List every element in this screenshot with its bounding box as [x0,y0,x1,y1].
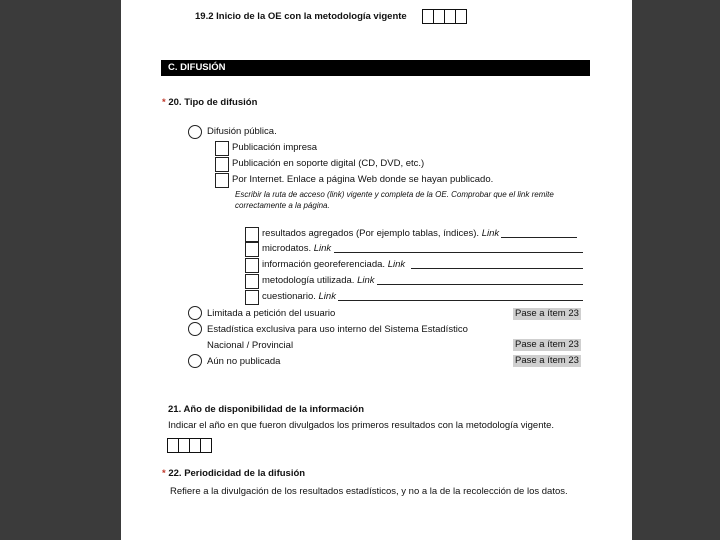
checkbox-internet[interactable] [215,173,229,188]
list-item-metodologia [262,275,375,286]
pase-badge: Pase a ítem 23 [515,308,579,319]
checkbox-resultados-agregados[interactable] [245,227,259,242]
item-link-label: Link [481,228,500,239]
section-title: C. DIFUSIÓN [168,62,226,73]
q20-heading [162,97,257,108]
item-label: cuestionario. [262,291,316,302]
link-field-microdatos[interactable] [334,252,583,253]
item-label: metodología utilizada. [262,275,355,286]
label-limitada: Limitada a petición del usuario [207,308,336,319]
label-publicacion-digital: Publicación en soporte digital (CD, DVD, etc.) [232,158,425,169]
radio-limitada[interactable] [188,306,202,320]
pase-badge: Pase a ítem 23 [515,339,579,350]
item-label: microdatos. [262,243,312,254]
checkbox-publicacion-digital[interactable] [215,157,229,172]
checkbox-cuestionario[interactable] [245,290,259,305]
list-item-resultados [262,228,499,239]
list-item-microdatos [262,243,331,254]
link-field-resultados[interactable] [501,237,577,238]
label-difusion-publica: Difusión pública. [207,126,277,137]
document-page [121,0,632,540]
q22-instruction: Refiere a la divulgación de los resultados estadísticos, y no a la de la recolección de los datos. [170,486,568,497]
label-exclusiva-1: Estadística exclusiva para uso interno del Sistema Estadístico [207,324,468,335]
item-link-label: Link [313,243,332,254]
required-asterisk: * [162,97,166,108]
q21-instruction: Indicar el año en que fueron divulgados los primeros resultados con la metodología vigente. [168,420,555,431]
pase-badge: Pase a ítem 23 [515,355,579,366]
label-no-publicada: Aún no publicada [207,356,281,367]
radio-exclusiva[interactable] [188,322,202,336]
link-field-georeferenciada[interactable] [411,268,583,269]
q19-2-year-boxes[interactable] [423,9,467,24]
section-header-difusion [161,60,590,76]
radio-difusion-publica[interactable] [188,125,202,139]
item-label: información georeferenciada. [262,259,386,270]
list-item-cuestionario [262,291,336,302]
label-publicacion-impresa: Publicación impresa [232,142,318,153]
item-link-label: Link [387,259,406,270]
q19-2-label: 19.2 Inicio de la OE con la metodología vigente [195,11,407,22]
q21-year-boxes[interactable] [168,438,212,453]
instruction-line-2: correctamente a la página. [235,201,330,210]
link-field-cuestionario[interactable] [338,300,583,301]
checkbox-metodologia[interactable] [245,274,259,289]
list-item-georeferenciada [262,259,405,270]
checkbox-publicacion-impresa[interactable] [215,141,229,156]
link-field-metodologia[interactable] [377,284,583,285]
checkbox-microdatos[interactable] [245,242,259,257]
item-link-label: Link [318,291,336,302]
q21-title: 21. Año de disponibilidad de la información [168,404,365,415]
item-label: resultados agregados (Por ejemplo tablas, índices). [262,228,480,239]
item-link-label: Link [357,275,375,286]
checkbox-georeferenciada[interactable] [245,258,259,273]
q22-heading [162,468,305,479]
q20-title: 20. Tipo de difusión [168,97,258,108]
radio-no-publicada[interactable] [188,354,202,368]
label-exclusiva-2: Nacional / Provincial [207,340,294,351]
instruction-line-1: Escribir la ruta de acceso (link) vigente y completa de la OE. Comprobar que el link remite [235,190,554,199]
required-asterisk: * [162,468,166,479]
label-internet: Por Internet. Enlace a página Web donde se hayan publicado. [232,174,494,185]
q22-title: 22. Periodicidad de la difusión [168,468,306,479]
